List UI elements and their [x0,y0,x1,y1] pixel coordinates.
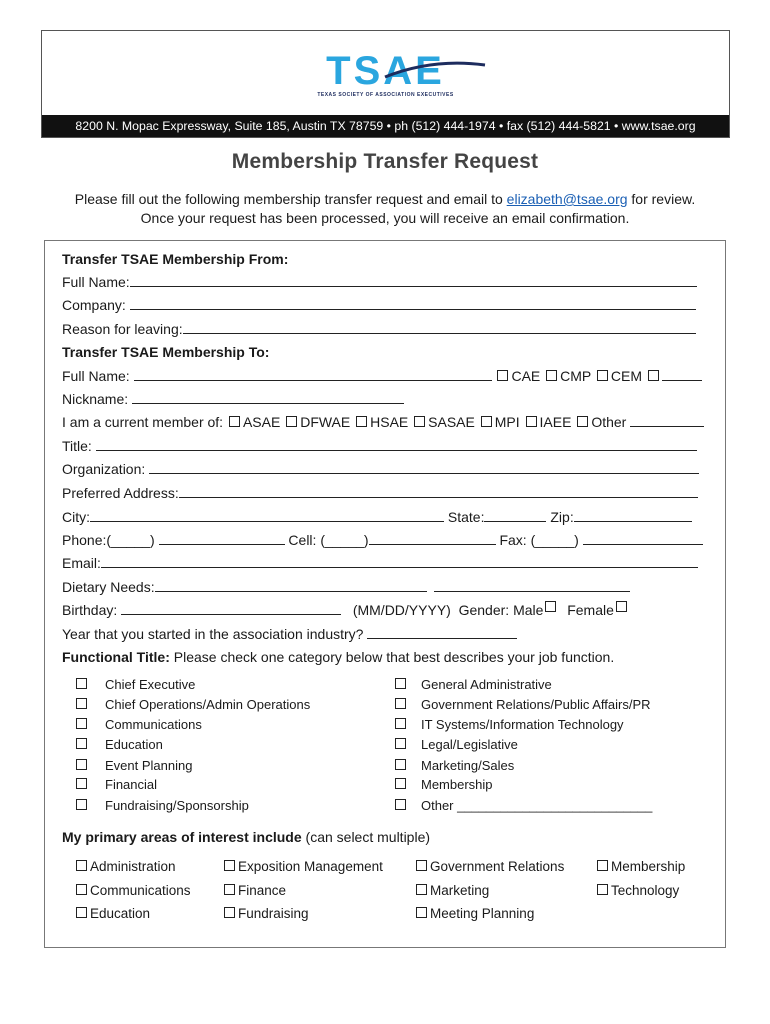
zip-field[interactable] [574,508,692,522]
functional-checkbox[interactable] [76,678,87,689]
birthday-field[interactable] [121,601,341,615]
cem-checkbox[interactable] [597,370,608,381]
functional-heading: Functional Title: [62,649,170,665]
functional-checkbox[interactable] [76,698,87,709]
tsae-logo [42,51,729,98]
reason-field[interactable] [183,320,696,334]
functional-option: Financial [105,777,158,792]
cae-checkbox[interactable] [497,370,508,381]
functional-checkbox[interactable] [76,778,87,789]
organization-label: Organization: [62,461,146,477]
functional-option: Chief Operations/Admin Operations [105,697,311,712]
interest-option: Technology [611,883,680,898]
sasae-label: SASAE [428,414,475,430]
swoosh-icon [380,59,490,79]
mpi-checkbox[interactable] [481,416,492,427]
cell-label: Cell: (_____) [288,532,369,548]
interest-option: Communications [90,883,191,898]
email-link[interactable]: elizabeth@tsae.org [506,191,628,207]
interest-checkbox[interactable] [76,860,87,871]
fax-label: Fax: (_____) [499,532,579,548]
from-full-name-field[interactable] [130,273,697,287]
from-company-field[interactable] [130,296,696,310]
zip-label: Zip: [550,509,574,525]
interest-checkbox[interactable] [76,907,87,918]
email-field[interactable] [101,554,698,568]
logo-text: TSAE [326,49,445,93]
functional-checkbox[interactable] [395,678,406,689]
dietary-field-2[interactable] [434,578,630,592]
preferred-address-field[interactable] [179,484,698,498]
functional-checkbox[interactable] [76,718,87,729]
functional-option: Other ___________________________ [421,798,653,813]
interest-checkbox[interactable] [416,884,427,895]
functional-instruction: Please check one category below that best describes your job function. [169,649,615,665]
interest-option: Marketing [430,883,490,898]
page-title: Membership Transfer Request [231,150,539,173]
interest-checkbox[interactable] [416,860,427,871]
title-label: Title: [62,438,92,454]
sasae-checkbox[interactable] [414,416,425,427]
other-org-field[interactable] [630,413,704,427]
functional-checkbox[interactable] [76,759,87,770]
iaee-checkbox[interactable] [526,416,537,427]
functional-checkbox[interactable] [395,759,406,770]
interest-option: Administration [90,859,176,874]
interest-option: Government Relations [430,859,565,874]
other-org-checkbox[interactable] [577,416,588,427]
fax-field[interactable] [583,531,703,545]
member-of-label: I am a current member of: [62,414,224,430]
email-label: Email: [62,555,101,571]
logo-tagline: TEXAS SOCIETY OF ASSOCIATION EXECUTIVES [317,92,454,98]
cem-label: CEM [610,368,643,384]
interest-checkbox[interactable] [224,907,235,918]
functional-checkbox[interactable] [395,778,406,789]
state-label: State: [447,509,485,525]
functional-option: Education [105,737,163,752]
cell-field[interactable] [369,531,496,545]
functional-option: Chief Executive [105,677,196,692]
intro-confirmation: Once your request has been processed, you will receive an email confirmation. [140,210,630,226]
mpi-label: MPI [494,414,520,430]
city-field[interactable] [90,508,444,522]
dfwae-label: DFWAE [300,414,351,430]
address-bar: 8200 N. Mopac Expressway, Suite 185, Austin TX 78759 • ph (512) 444-1974 • fax (512) 444-5821 • www.tsae.org [42,115,729,137]
other-org-label: Other [591,414,627,430]
male-label: Male [513,602,544,618]
interest-option: Finance [238,883,287,898]
hsae-label: HSAE [370,414,409,430]
other-credential-field[interactable] [662,367,702,381]
functional-option: Marketing/Sales [421,758,515,773]
female-checkbox[interactable] [616,601,627,612]
interest-option: Membership [611,859,686,874]
from-full-name-label: Full Name: [62,274,130,290]
asae-label: ASAE [242,414,281,430]
state-field[interactable] [484,508,546,522]
functional-option: Communications [105,717,202,732]
cae-label: CAE [511,368,541,384]
functional-checkbox[interactable] [395,738,406,749]
interests-note: (can select multiple) [301,829,431,845]
interest-option: Education [90,906,151,921]
other-credential-checkbox[interactable] [648,370,659,381]
dietary-label: Dietary Needs: [62,579,155,595]
from-company-label: Company: [62,297,126,313]
to-full-name-field[interactable] [134,367,492,381]
interest-checkbox[interactable] [597,884,608,895]
functional-option: Fundraising/Sponsorship [105,798,249,813]
interest-checkbox[interactable] [76,884,87,895]
letterhead [41,30,730,138]
organization-field[interactable] [149,460,699,474]
interest-option: Meeting Planning [430,906,535,921]
functional-option: Legal/Legislative [421,737,518,752]
interest-checkbox[interactable] [224,860,235,871]
functional-option: Membership [421,777,493,792]
functional-option: IT Systems/Information Technology [421,717,624,732]
functional-checkbox[interactable] [76,799,87,810]
functional-checkbox[interactable] [395,718,406,729]
female-label: Female [567,602,614,618]
intro-text-end: for review. [627,191,696,207]
interest-checkbox[interactable] [416,907,427,918]
phone-label: Phone:(_____) [62,532,155,548]
phone-field[interactable] [159,531,285,545]
interest-checkbox[interactable] [597,860,608,871]
interest-option: Exposition Management [238,859,383,874]
male-checkbox[interactable] [545,601,556,612]
functional-option: Event Planning [105,758,193,773]
gender-label: Gender: [458,602,510,618]
functional-option: Government Relations/Public Affairs/PR [421,697,651,712]
cmp-label: CMP [560,368,592,384]
nickname-label: Nickname: [62,391,129,407]
functional-checkbox[interactable] [395,799,406,810]
year-started-field[interactable] [367,625,517,639]
dfwae-checkbox[interactable] [286,416,297,427]
iaee-label: IAEE [539,414,572,430]
cmp-checkbox[interactable] [546,370,557,381]
functional-option: General Administrative [421,677,552,692]
interest-option: Fundraising [238,906,309,921]
interest-checkbox[interactable] [224,884,235,895]
to-heading: Transfer TSAE Membership To: [62,344,270,360]
functional-checkbox[interactable] [76,738,87,749]
asae-checkbox[interactable] [229,416,240,427]
nickname-field[interactable] [132,390,404,404]
intro-text-start: Please fill out the following membership transfer request and email to [74,191,507,207]
dietary-field[interactable] [155,578,427,592]
reason-label: Reason for leaving: [62,321,183,337]
preferred-address-label: Preferred Address: [62,485,179,501]
from-heading: Transfer TSAE Membership From: [62,251,289,267]
title-field[interactable] [96,437,697,451]
birthday-label: Birthday: [62,602,118,618]
functional-checkbox[interactable] [395,698,406,709]
to-full-name-label: Full Name: [62,368,130,384]
hsae-checkbox[interactable] [356,416,367,427]
city-label: City: [62,509,90,525]
date-format: (MM/DD/YYYY) [352,602,451,618]
interests-heading: My primary areas of interest include [62,829,302,845]
intro-text [0,190,770,228]
year-started-label: Year that you started in the association industry? [62,626,364,642]
